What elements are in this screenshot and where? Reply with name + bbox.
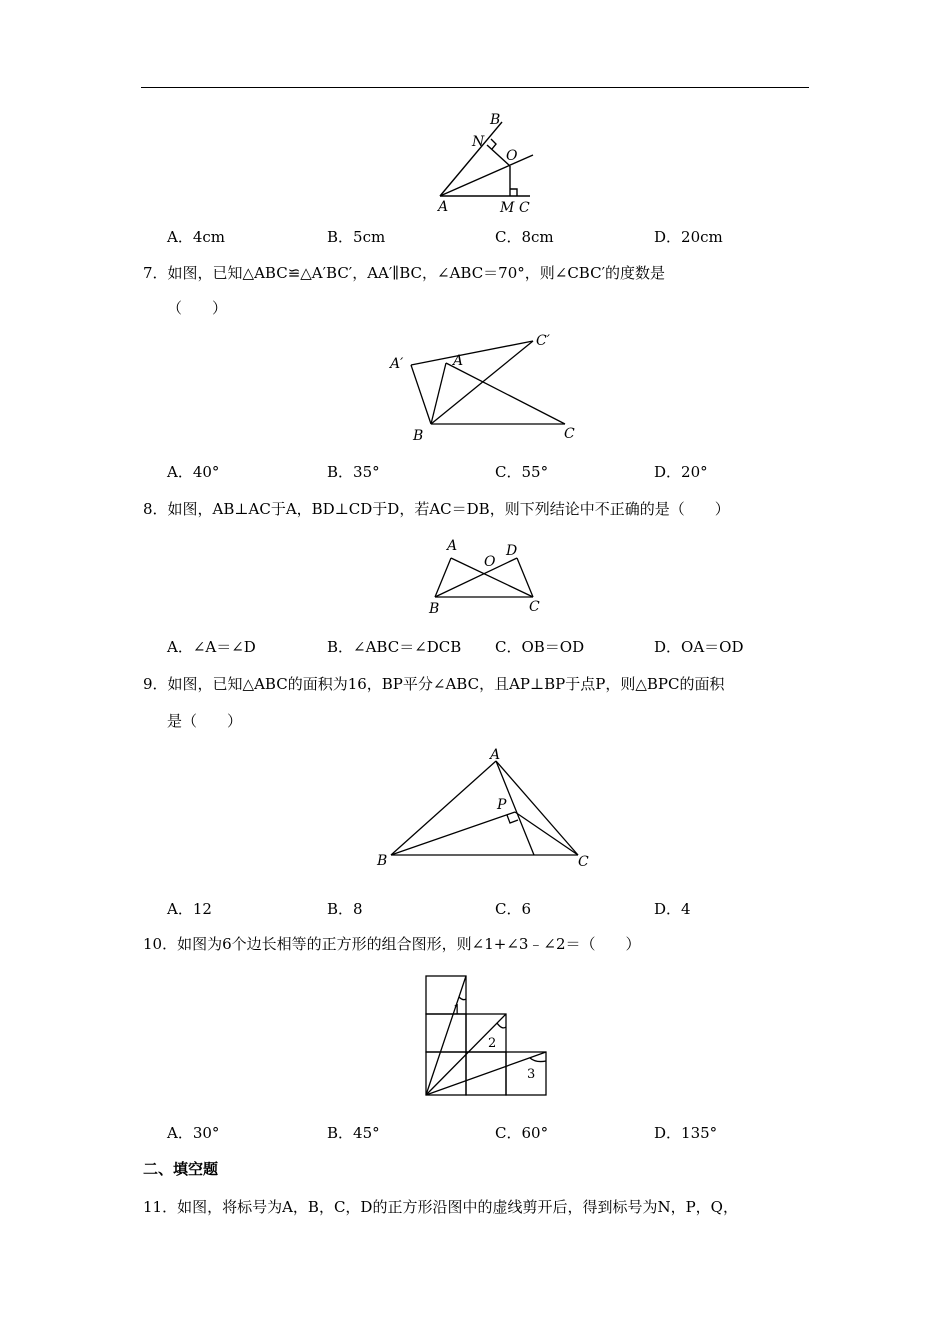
header-rule [141,87,809,88]
line-ab [391,761,496,855]
q9-options [167,898,807,920]
q6-options [167,226,807,248]
label-a: A [490,747,501,763]
option-c[interactable]: C．OB＝OD [495,638,585,656]
q9-stem: 9．如图，已知△ABC的面积为16，BP平分∠ABC，且AP⊥BP于点P，则△BPC的面积 [143,675,725,693]
label-c-prime: C′ [536,333,550,349]
line-a1c1 [411,341,533,365]
label-o: O [506,148,518,164]
label-b: B [490,112,501,128]
line-bc1 [431,341,533,424]
label-p: P [497,797,507,813]
label-a: A [447,538,458,554]
label-o: O [484,554,496,570]
line-a1b [411,365,431,424]
q11-stem: 11．如图，将标号为A，B，C，D的正方形沿图中的虚线剪开后，得到标号为N，P，Q， [143,1198,738,1216]
option-d[interactable]: D．OA＝OD [654,638,744,656]
label-a-prime: A′ [390,356,404,372]
angle-arc-3 [530,1058,546,1062]
option-c[interactable]: C．60° [495,1124,549,1142]
line-ac [446,363,565,424]
line-ab [431,363,446,424]
q7-blank: （ ） [167,299,228,317]
label-d: D [506,543,518,559]
label-n: N [472,134,485,150]
option-d[interactable]: D．20° [654,463,708,481]
diagonal-1 [426,976,466,1095]
angle-label-3: 3 [527,1067,536,1082]
label-b: B [413,428,424,444]
option-b[interactable]: B．∠ABC＝∠DCB [327,638,462,656]
square-2 [426,1014,466,1052]
label-a: A [438,199,449,215]
option-c[interactable]: C．6 [495,900,532,918]
line-ac [496,761,578,855]
label-a: A [453,353,464,369]
option-b[interactable]: B．35° [327,463,380,481]
label-c: C [529,599,540,615]
figure-q7 [385,328,585,448]
line-ab [440,122,502,196]
q10-options [167,1122,807,1144]
section-title-fill-in: 二、填空题 [143,1160,219,1178]
option-a[interactable]: A．∠A＝∠D [167,638,256,656]
square-6 [506,1052,546,1095]
label-c: C [578,854,589,870]
option-a[interactable]: A．40° [167,463,220,481]
option-d[interactable]: D．20cm [654,228,723,246]
label-c: C [564,426,575,442]
option-c[interactable]: C．55° [495,463,549,481]
q9-stem-line2: 是（ ） [167,712,243,730]
q8-options [167,636,807,658]
q7-options [167,461,807,483]
label-b: B [429,601,440,617]
option-d[interactable]: D．4 [654,900,691,918]
angle-arc-2 [497,1023,506,1028]
label-m: M [500,200,515,216]
figure-q6 [430,108,540,218]
right-angle-n [491,139,496,149]
q10-stem: 10．如图为6个边长相等的正方形的组合图形，则∠1+∠3﹣∠2＝（ ） [143,935,641,953]
option-d[interactable]: D．135° [654,1124,718,1142]
angle-label-1: 1 [453,1003,462,1018]
angle-arc-1 [459,997,466,1000]
option-a[interactable]: A．30° [167,1124,220,1142]
right-angle-p [507,815,518,823]
figure-q10 [420,970,555,1100]
right-angle-m [510,189,517,196]
figure-q9 [375,745,605,875]
option-b[interactable]: B．8 [327,900,363,918]
option-a[interactable]: A．12 [167,900,212,918]
line-ao [440,155,533,196]
label-c: C [519,200,530,216]
option-b[interactable]: B．45° [327,1124,380,1142]
label-b: B [377,853,388,869]
line-db [435,558,517,597]
line-bp [391,812,515,855]
figure-q8 [425,536,545,618]
option-a[interactable]: A．4cm [167,228,226,246]
q8-stem: 8．如图，AB⊥AC于A，BD⊥CD于D，若AC＝DB，则下列结论中不正确的是（ ） [143,500,730,518]
q7-stem: 7．如图，已知△ABC≌△A′BC′，AA′∥BC，∠ABC＝70°，则∠CBC′的度数是 [143,264,665,282]
angle-label-2: 2 [488,1036,497,1051]
option-c[interactable]: C．8cm [495,228,554,246]
option-b[interactable]: B．5cm [327,228,386,246]
